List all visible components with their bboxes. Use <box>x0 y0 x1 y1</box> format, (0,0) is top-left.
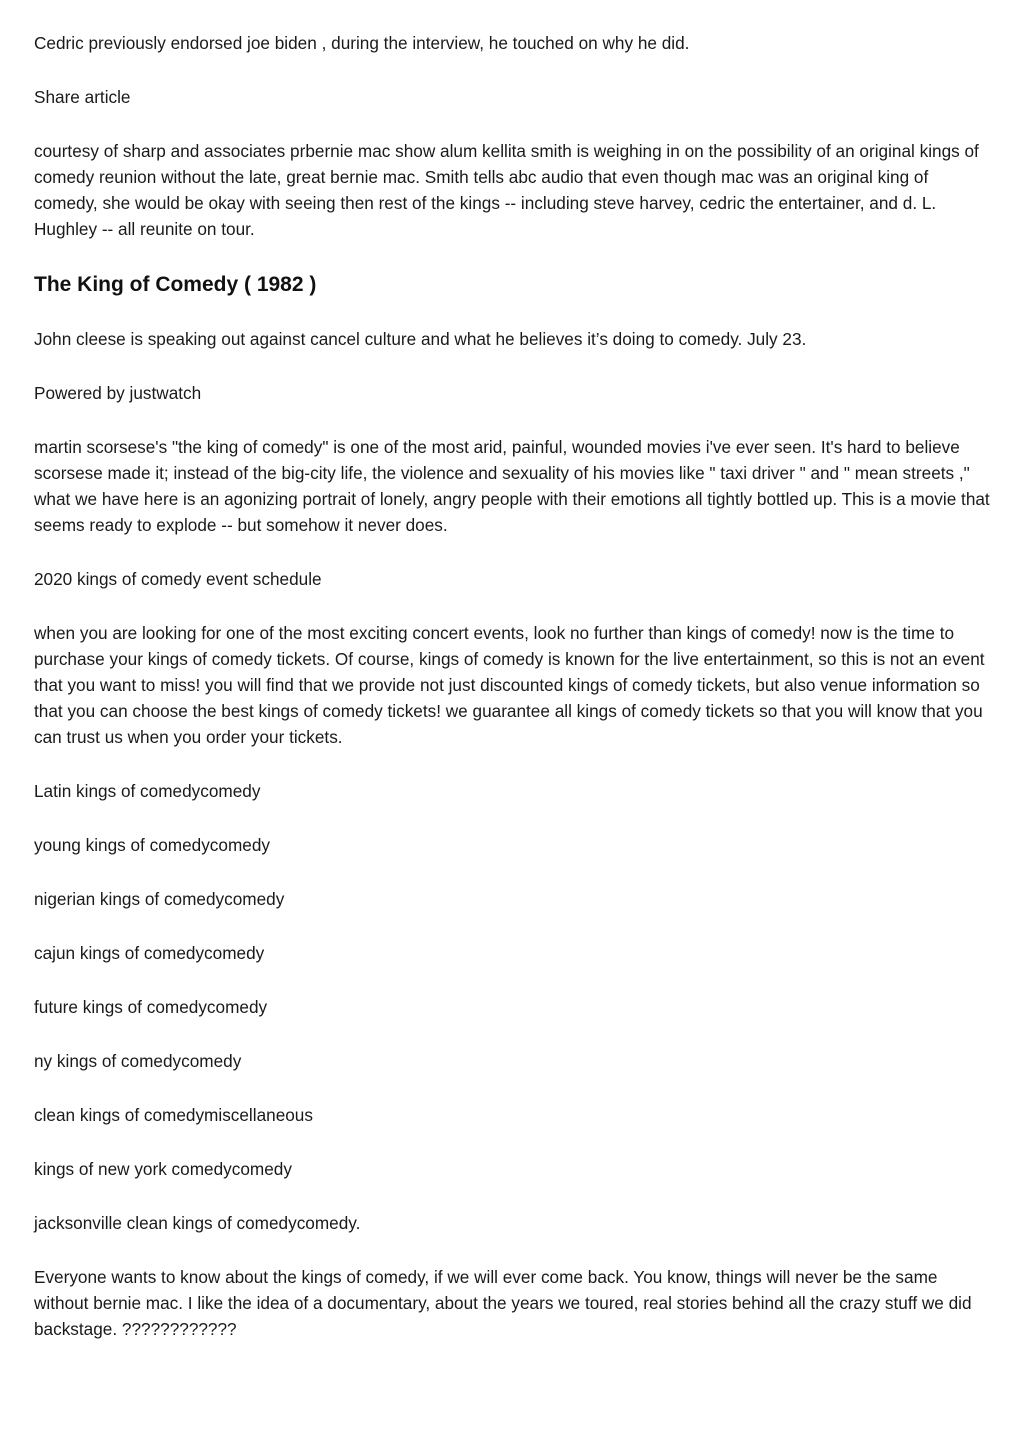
list-item: jacksonville clean kings of comedycomedy. <box>34 1213 361 1233</box>
list-item: Latin kings of comedycomedy <box>34 781 261 801</box>
cleese-paragraph: John cleese is speaking out against cancel culture and what he believes it’s doing to comedy. July 23. <box>34 329 807 349</box>
list-item: ny kings of comedycomedy <box>34 1051 242 1071</box>
intro-paragraph: Cedric previously endorsed joe biden , during the interview, he touched on why he did. <box>34 33 690 53</box>
tickets-paragraph: when you are looking for one of the most exciting concert events, look no further than kings of comedy! now is the time to purchase your kings of comedy tickets. Of course, kings of comedy is known for the live entertainment, so this is not an event that you want to miss! you will find that we provide not just discounted kings of comedy tickets, but also venue information so that you can choose the best kings of comedy tickets! we guarantee all kings of comedy tickets so that you will know that you can trust us when you order your tickets. <box>34 623 985 747</box>
share-article-text: Share article <box>34 87 131 107</box>
powered-by-text: Powered by justwatch <box>34 383 202 403</box>
section-heading: The King of Comedy ( 1982 ) <box>34 273 317 296</box>
comedy-list <box>34 778 990 1236</box>
reunion-paragraph: courtesy of sharp and associates prbernie mac show alum kellita smith is weighing in on the possibility of an original kings of comedy reunion without the late, great bernie mac. Smith tells abc audio that even though mac was an original king of comedy, she would be okay with seeing then rest of the kings -- including steve harvey, cedric the entertainer, and d. L. Hughley -- all reunite on tour. <box>34 141 979 239</box>
review-paragraph: martin scorsese's "the king of comedy" is one of the most arid, painful, wounded movies i've ever seen. It's hard to believe scorsese made it; instead of the big-city life, the violence and sexuality of his movies like " taxi driver " and " mean streets ," what we have here is an agonizing portrait of lonely, angry people with their emotions all tightly bottled up. This is a movie that seems ready to explode -- but somehow it never does. <box>34 437 990 535</box>
list-item: kings of new york comedycomedy <box>34 1159 292 1179</box>
list-item: future kings of comedycomedy <box>34 997 268 1017</box>
closing-paragraph: Everyone wants to know about the kings of comedy, if we will ever come back. You know, things will never be the same without bernie mac. I like the idea of a documentary, about the years we toured, real stories behind all the crazy stuff we did backstage. ???????????? <box>34 1267 972 1339</box>
list-item: nigerian kings of comedycomedy <box>34 889 285 909</box>
list-item: cajun kings of comedycomedy <box>34 943 265 963</box>
list-item: clean kings of comedymiscellaneous <box>34 1105 313 1125</box>
list-item: young kings of comedycomedy <box>34 835 270 855</box>
schedule-title: 2020 kings of comedy event schedule <box>34 569 322 589</box>
